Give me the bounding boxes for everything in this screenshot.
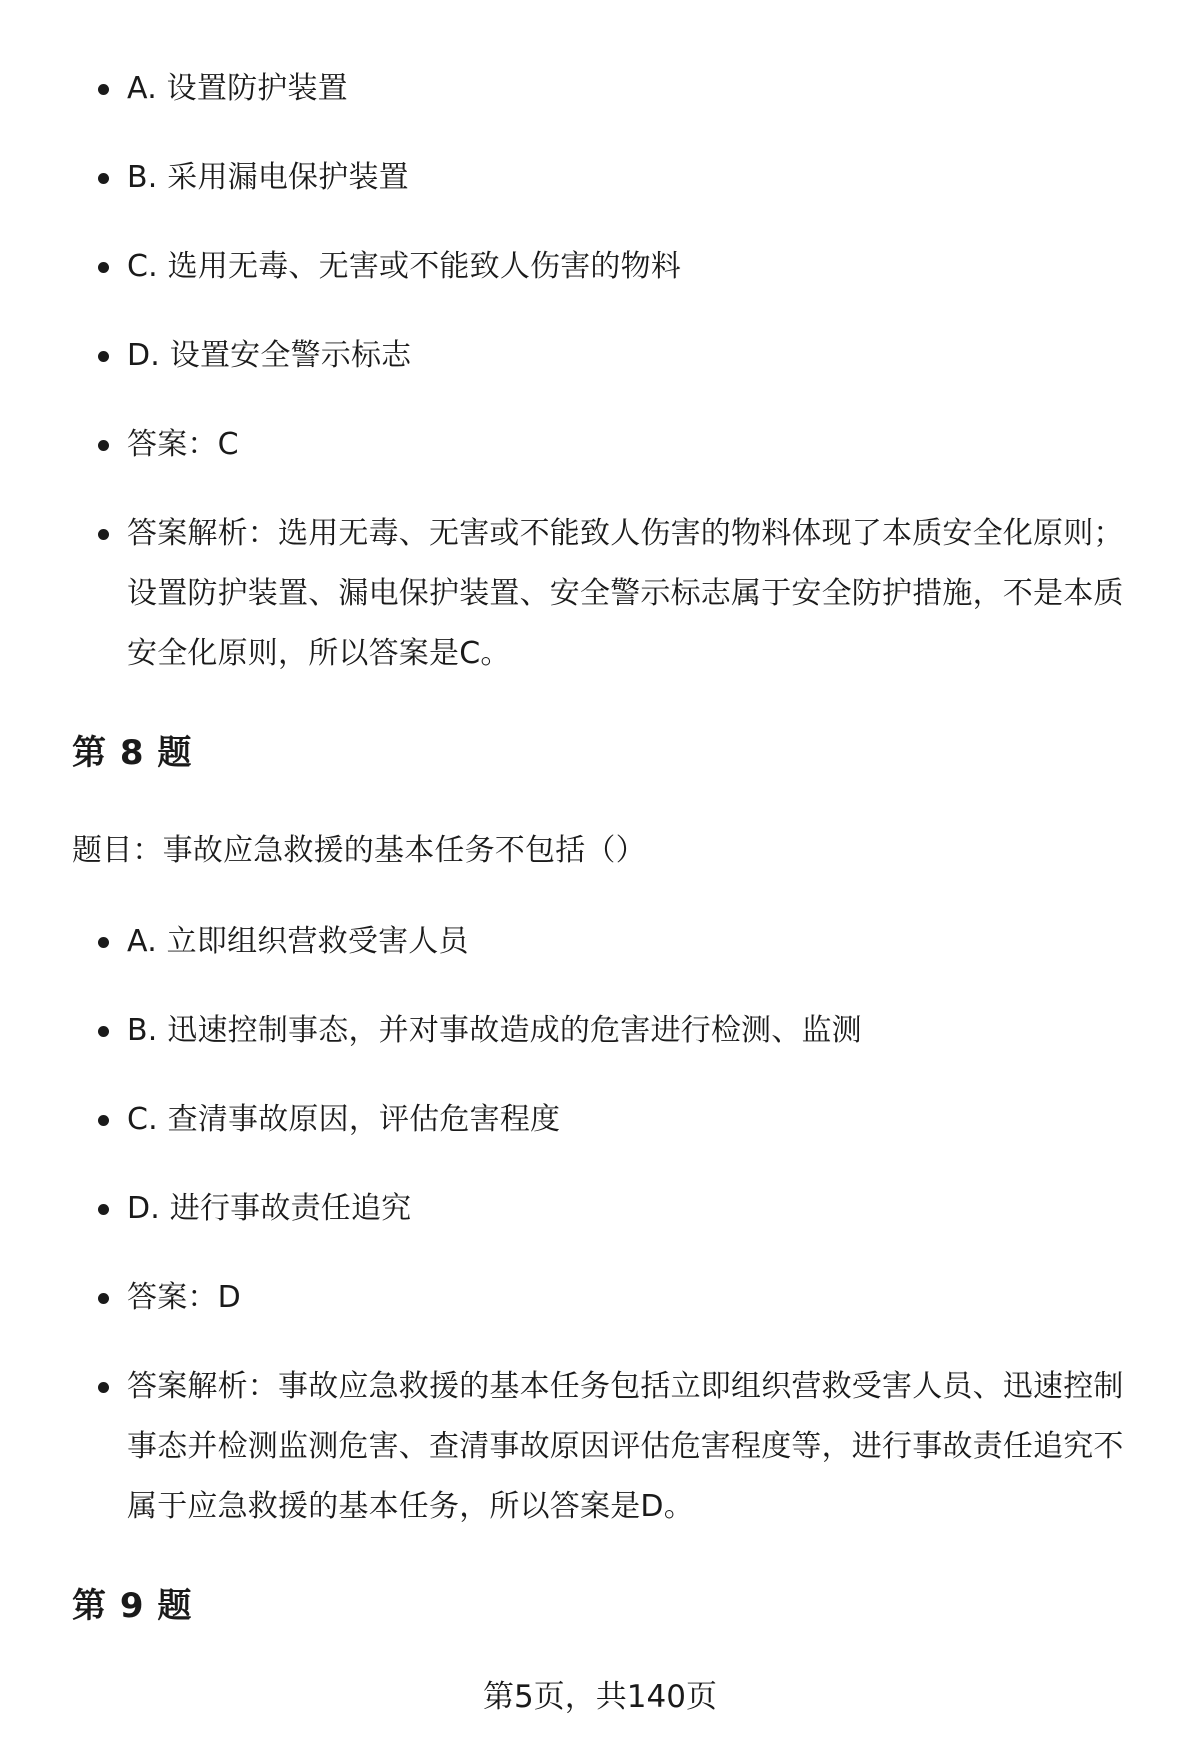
option-a: A. 立即组织营救受害人员 — [127, 924, 469, 959]
bullet-icon — [98, 1382, 109, 1393]
option-b: B. 采用漏电保护装置 — [127, 160, 409, 195]
bullet-icon — [98, 84, 109, 95]
bullet-icon — [98, 351, 109, 362]
bullet-icon — [98, 937, 109, 948]
answer-explanation: 答案解析：选用无毒、无害或不能致人伤害的物料体现了本质安全化原则；设置防护装置、漏电保护装置、安全警示标志属于安全防护措施，不是本质安全化原则，所以答案是C。 — [127, 516, 1124, 671]
option-d: D. 进行事故责任追究 — [127, 1191, 412, 1226]
bullet-icon — [98, 173, 109, 184]
bullet-icon — [98, 1115, 109, 1126]
answer: 答案：C — [127, 427, 239, 462]
bullet-icon — [98, 1293, 109, 1304]
option-c: C. 选用无毒、无害或不能致人伤害的物料 — [127, 249, 682, 284]
option-b: B. 迅速控制事态，并对事故造成的危害进行检测、监测 — [127, 1013, 862, 1048]
bullet-icon — [98, 529, 109, 540]
bullet-icon — [98, 262, 109, 273]
bullet-icon — [98, 1026, 109, 1037]
answer: 答案：D — [127, 1280, 241, 1315]
option-a: A. 设置防护装置 — [127, 71, 348, 106]
question-8-heading: 第 8 题 — [72, 733, 193, 773]
page-number: 第5页，共140页 — [483, 1679, 717, 1715]
bullet-icon — [98, 440, 109, 451]
question-9-heading: 第 9 题 — [72, 1586, 193, 1626]
bullet-icon — [98, 1204, 109, 1215]
option-c: C. 查清事故原因，评估危害程度 — [127, 1102, 561, 1137]
question-8-stem: 题目：事故应急救援的基本任务不包括（） — [72, 833, 646, 868]
answer-explanation: 答案解析：事故应急救援的基本任务包括立即组织营救受害人员、迅速控制事态并检测监测危害、查清事故原因评估危害程度等，进行事故责任追究不属于应急救援的基本任务，所以答案是D。 — [127, 1369, 1124, 1524]
option-d: D. 设置安全警示标志 — [127, 338, 412, 373]
